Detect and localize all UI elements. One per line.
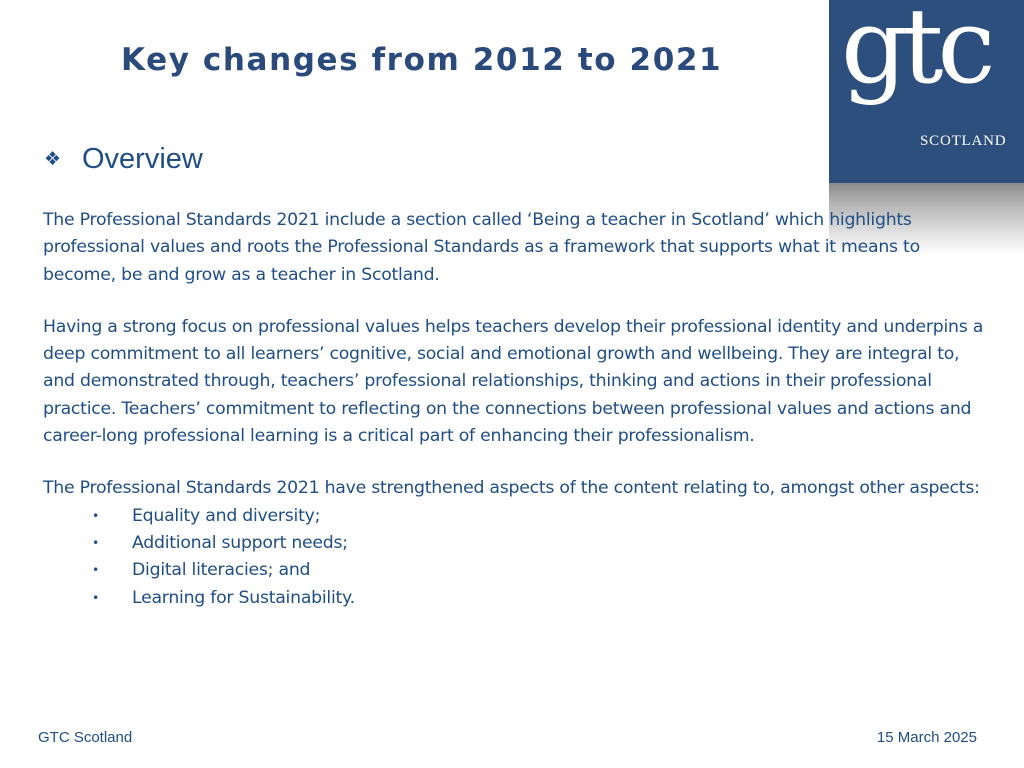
list-item-text: Digital literacies; and [132, 560, 311, 581]
slide-title: Key changes from 2012 to 2021 [121, 42, 723, 78]
list-item [43, 557, 993, 584]
footer-date: 15 March 2025 [876, 729, 977, 746]
list-item [43, 530, 993, 557]
list-item-text: Equality and diversity; [132, 505, 321, 526]
footer-organisation: GTC Scotland [38, 729, 133, 746]
paragraph-values: Having a strong focus on professional values helps teachers develop their professional identity and underpins a deep commitment to all learners’ cognitive, social and emotional growth and wellbeing. They are integral to, and demonstrated through, teachers’ professional relationships, thinking and actions in their professional practice. Teachers’ commitment to reflecting on the connections between professional values and actions and career-long professional learning is a critical part of enhancing their professionalism. [43, 316, 984, 447]
list-item-text: Additional support needs; [132, 532, 348, 553]
logo-main-text: gtc [841, 0, 990, 107]
slide-body [43, 207, 993, 612]
list-item-text: Learning for Sustainability. [132, 587, 355, 608]
list-item [43, 585, 993, 612]
bullet-dot-icon: • [92, 563, 99, 578]
section-heading [44, 143, 203, 176]
logo-sub-text: SCOTLAND [920, 133, 1007, 149]
paragraph-strengthened: The Professional Standards 2021 have strengthened aspects of the content relating to, amongst other aspects: [43, 478, 980, 499]
bullet-dot-icon: • [92, 535, 99, 550]
paragraph-intro: The Professional Standards 2021 include a section called ‘Being a teacher in Scotland’ which highlights professional values and roots the Professional Standards as a framework that supports what it means to become, be and grow as a teacher in Scotland. [43, 210, 920, 285]
bullet-dot-icon: • [92, 590, 99, 605]
diamond-bullet-icon: ❖ [44, 149, 62, 170]
gtc-scotland-logo [829, 0, 1024, 183]
section-heading-label: Overview [82, 143, 203, 175]
aspects-list [43, 503, 993, 612]
bullet-dot-icon: • [92, 508, 99, 523]
list-item [43, 503, 993, 530]
